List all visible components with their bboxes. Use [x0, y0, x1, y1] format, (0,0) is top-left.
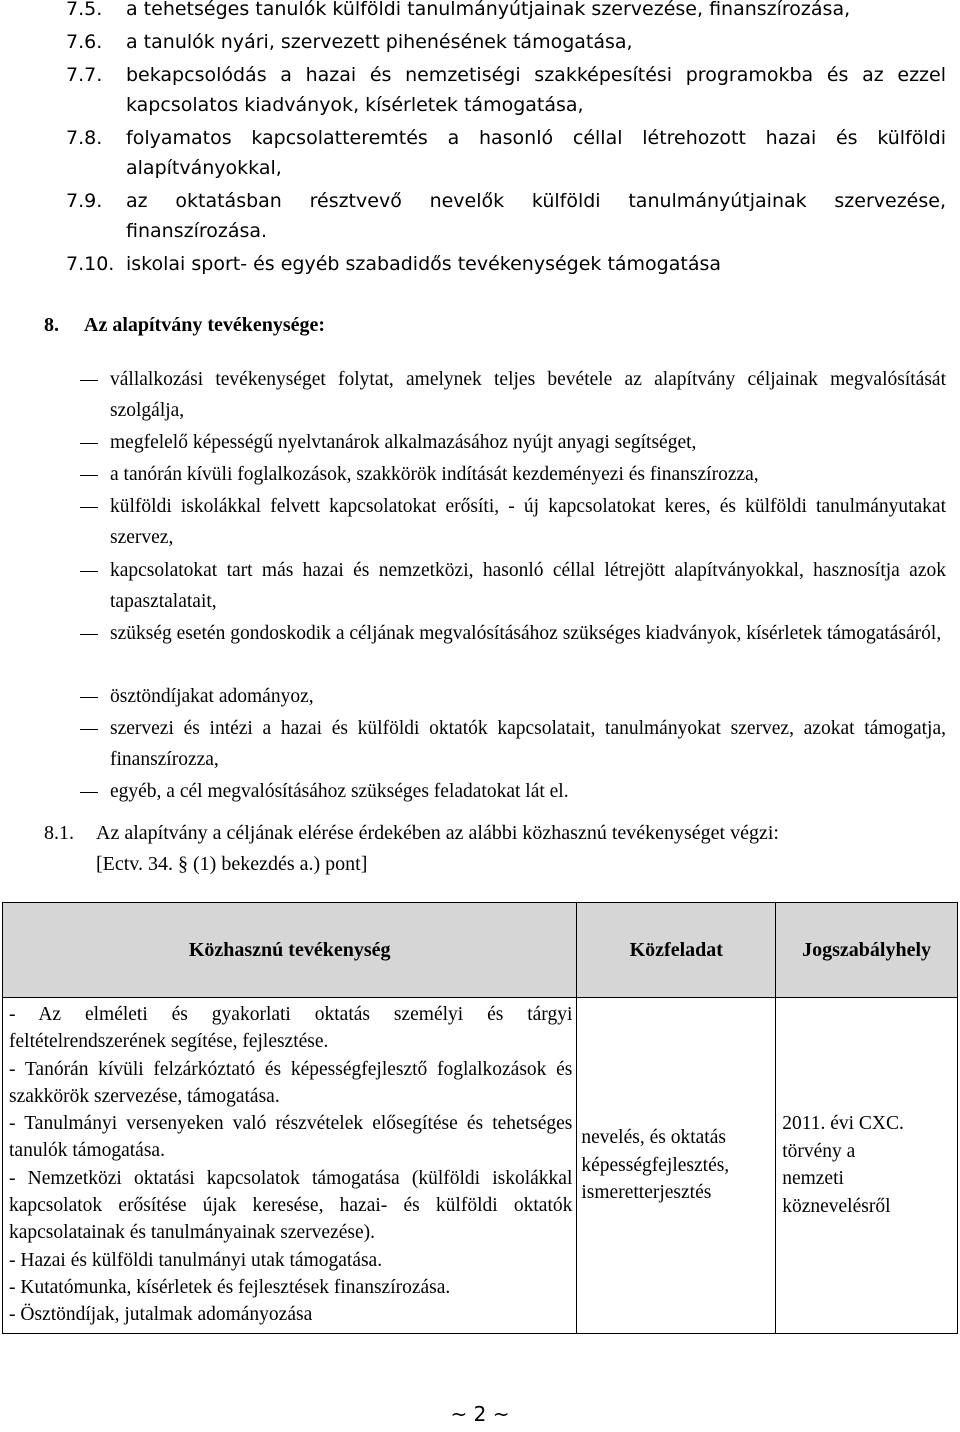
- item-text: iskolai sport- és egyéb szabadidős tevékenységek támogatása: [126, 253, 722, 275]
- item-number: 7.10.: [66, 253, 115, 275]
- activity-item: - Nemzetközi oktatási kapcsolatok támogatása (külföldi iskolákkal kapcsolatok erősítése újak keresése, hazai- és külföldi oktatók kapcsolatainak és tanulmányainak szervezése).: [9, 1167, 573, 1244]
- bullet-text: kapcsolatokat tart más hazai és nemzetközi, hasonló céllal létrejött alapítványokkal, hasznosítja azok tapasztalatait,: [110, 560, 946, 612]
- list-item-7-9: [66, 186, 946, 246]
- item-text: a tehetséges tanulók külföldi tanulmányútjainak szervezése, finanszírozása,: [126, 0, 851, 20]
- bullet-text: szervezi és intézi a hazai és külföldi oktatók kapcsolatait, tanulmányokat szervez, azokat támogatja, finanszírozza,: [110, 718, 946, 770]
- list-item-7-7: [66, 60, 946, 120]
- subsection-number: 8.1.: [44, 822, 74, 844]
- list-item-7-5: [66, 0, 946, 24]
- subsection-8-1: [44, 818, 944, 880]
- bullet-text: megfelelő képességű nyelvtanárok alkalmazásához nyújt anyagi segítséget,: [110, 432, 697, 453]
- kozfeladat-cell: [577, 998, 776, 1334]
- bullet-item: [80, 364, 946, 426]
- header-kozfeladat: Közfeladat: [577, 903, 776, 998]
- bullet-text: ösztöndíjakat adományoz,: [110, 686, 314, 707]
- jogszabaly-line: nemzeti: [782, 1168, 844, 1190]
- table-header-row: [3, 903, 958, 998]
- jogszabaly-line: 2011. évi CXC.: [782, 1113, 904, 1135]
- section-title: Az alapítvány tevékenysége:: [84, 314, 326, 336]
- list-item-7-10: [66, 249, 946, 279]
- activity-item: - Kutatómunka, kísérletek és fejlesztések finanszírozása.: [9, 1276, 451, 1298]
- section-8-heading: [44, 307, 325, 343]
- bullet-item: [80, 618, 946, 649]
- bullet-item: [80, 491, 946, 553]
- bullet-item: [80, 555, 946, 617]
- item-text: bekapcsolódás a hazai és nemzetiségi szakképesítési programokba és az ezzel kapcsolatos kiadványok, kísérletek támogatása,: [126, 64, 946, 116]
- bullet-text: a tanórán kívüli foglalkozások, szakkörök indítását kezdeményezi és finanszírozza,: [110, 464, 759, 485]
- item-text: folyamatos kapcsolatteremtés a hasonló céllal létrehozott hazai és külföldi alapítványokkal,: [126, 127, 946, 179]
- bullet-item: [80, 776, 946, 807]
- kozfeladat-line: ismeretterjesztés: [581, 1182, 712, 1204]
- dash-bullet: [80, 634, 98, 635]
- bullet-item: [80, 427, 946, 458]
- item-number: 7.8.: [66, 127, 103, 149]
- activity-item: - Ösztöndíjak, jutalmak adományozása: [9, 1304, 313, 1326]
- bullet-item: [80, 713, 946, 775]
- item-text: az oktatásban résztvevő nevelők külföldi tanulmányútjainak szervezése, finanszírozása.: [126, 190, 946, 242]
- jogszabaly-line: törvény a: [782, 1140, 856, 1162]
- list-item-7-6: [66, 27, 946, 57]
- header-jogszabalyhely: Jogszabályhely: [776, 903, 958, 998]
- kozfeladat-line: képességfejlesztés,: [581, 1154, 730, 1176]
- dash-bullet: [80, 571, 98, 572]
- public-benefit-table: [2, 902, 958, 1334]
- item-number: 7.6.: [66, 31, 103, 53]
- section-number: 8.: [44, 314, 59, 336]
- item-number: 7.7.: [66, 64, 103, 86]
- dash-bullet: [80, 792, 98, 793]
- dash-bullet: [80, 380, 98, 381]
- dash-bullet: [80, 443, 98, 444]
- dash-bullet: [80, 507, 98, 508]
- activity-item: - Tanulmányi versenyeken való részvételek elősegítése és tehetséges tanulók támogatása.: [9, 1113, 573, 1162]
- activity-item: - Tanórán kívüli felzárkóztató és képességfejlesztő foglalkozások és szakkörök szervezése, támogatása.: [9, 1058, 573, 1107]
- dash-bullet: [80, 697, 98, 698]
- legal-reference: [Ectv. 34. § (1) bekezdés a.) pont]: [96, 853, 368, 875]
- bullet-text: külföldi iskolákkal felvett kapcsolatokat erősíti, - új kapcsolatokat keres, és külföldi tanulmányutakat szervez,: [110, 496, 946, 548]
- bullet-item: [80, 459, 946, 490]
- dash-bullet: [80, 729, 98, 730]
- page-number: ~ 2 ~: [450, 1402, 510, 1426]
- kozfeladat-line: nevelés, és oktatás: [581, 1127, 726, 1149]
- item-text: a tanulók nyári, szervezett pihenésének támogatása,: [126, 31, 633, 53]
- subsection-text: Az alapítvány a céljának elérése érdekében az alábbi közhasznú tevékenységet végzi:: [96, 822, 779, 844]
- bullet-text: vállalkozási tevékenységet folytat, amelynek teljes bevétele az alapítvány céljainak megvalósítását szolgálja,: [110, 369, 946, 421]
- bullet-text: egyéb, a cél megvalósításához szükséges feladatokat lát el.: [110, 781, 569, 802]
- table-row: [3, 998, 958, 1334]
- bullet-text: szükség esetén gondoskodik a céljának megvalósításához szükséges kiadványok, kísérletek támogatásáról,: [110, 623, 942, 644]
- activity-item: - Az elméleti és gyakorlati oktatás személyi és tárgyi feltételrendszerének segítése, fejlesztése.: [9, 1004, 573, 1053]
- activity-item: - Hazai és külföldi tanulmányi utak támogatása.: [9, 1249, 383, 1271]
- dash-bullet: [80, 475, 98, 476]
- list-item-7-8: [66, 123, 946, 183]
- item-number: 7.9.: [66, 190, 103, 212]
- jogszabaly-line: köznevelésről: [782, 1195, 891, 1217]
- jogszabaly-cell: [776, 998, 958, 1334]
- bullet-item: [80, 681, 946, 712]
- item-number: 7.5.: [66, 0, 103, 20]
- activities-cell: [3, 998, 577, 1334]
- header-kozhasznu: Közhasznú tevékenység: [3, 903, 577, 998]
